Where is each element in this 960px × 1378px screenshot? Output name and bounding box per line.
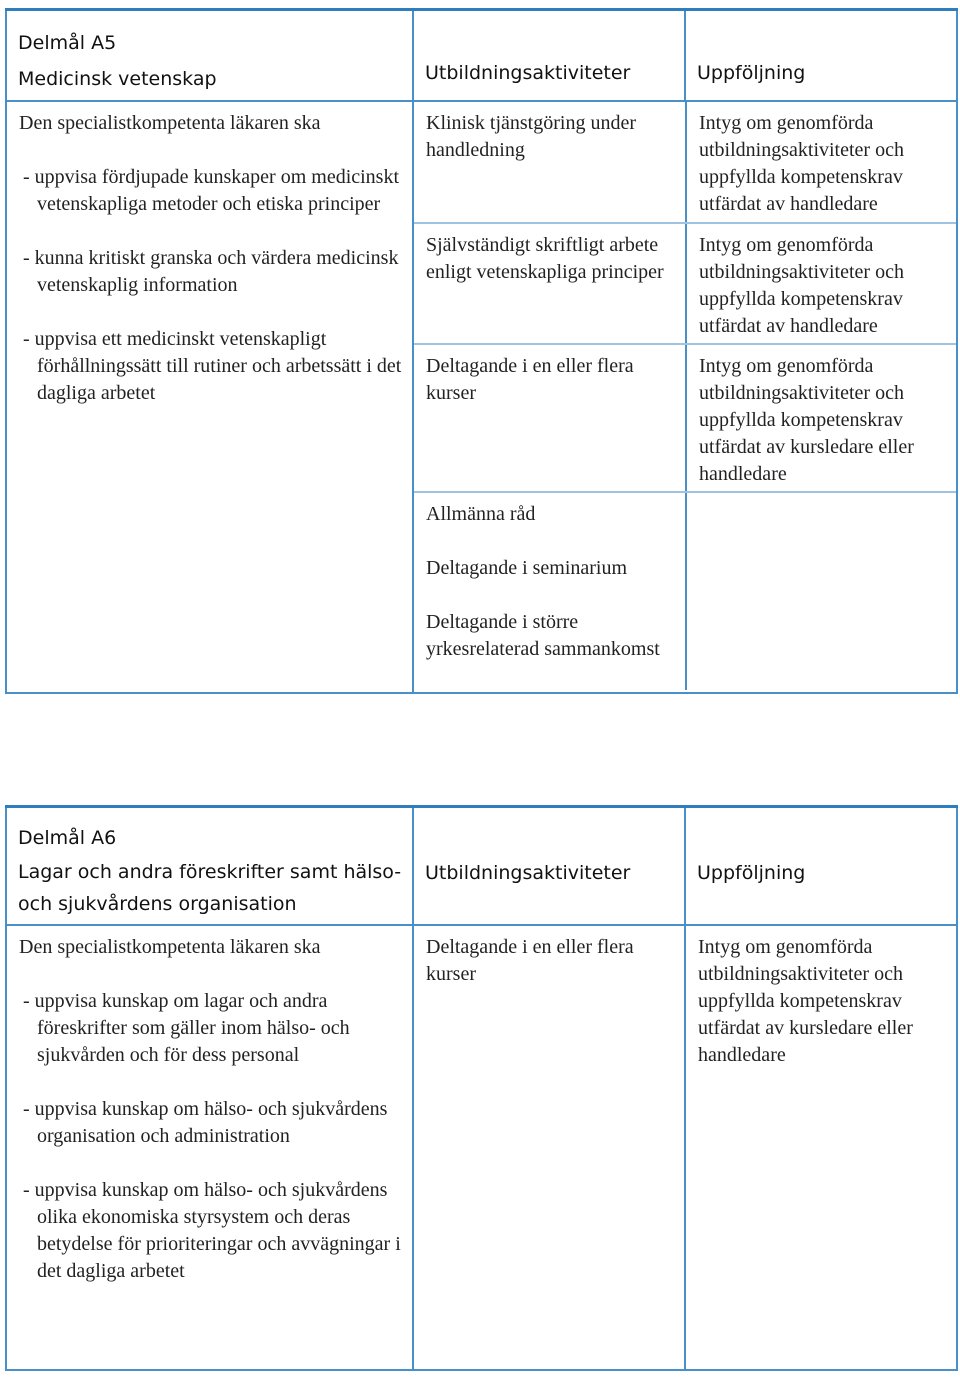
a5-title-cell — [6, 10, 413, 101]
table-delmal-a5 — [5, 8, 958, 694]
table-delmal-a6 — [5, 805, 958, 1371]
a6-followup-header-cell — [685, 807, 957, 925]
a5-followup-header: Uppföljning — [697, 62, 806, 84]
a5-followup-2: Intyg om genomförda utbildningsaktiviteter och uppfyllda kompetenskrav utfärdat av handledare — [699, 233, 904, 337]
a5-goals-cell — [6, 101, 413, 693]
a5-goal-1: - uppvisa fördjupade kunskaper om medicinskt vetenskapliga metoder och etiska principer — [23, 165, 400, 215]
a6-title-cell — [6, 807, 413, 925]
a5-followup-1: Intyg om genomförda utbildningsaktiviteter och uppfyllda kompetenskrav utfärdat av handledare — [699, 111, 904, 215]
a6-goal-2: - uppvisa kunskap om hälso- och sjukvårdens organisation och administration — [23, 1097, 388, 1147]
a5-activity-1: Klinisk tjänstgöring under handledning — [426, 111, 636, 161]
a5-activity-2: Självständigt skriftligt arbete enligt vetenskapliga principer — [426, 233, 664, 283]
a5-followup-3: Intyg om genomförda utbildningsaktiviteter och uppfyllda kompetenskrav utfärdat av kursledare eller handledare — [699, 354, 914, 485]
a6-activities-header-cell — [413, 807, 685, 925]
a6-intro: Den specialistkompetenta läkaren ska — [19, 935, 321, 958]
a5-right-block — [413, 101, 957, 693]
a5-advice-1: Deltagande i seminarium — [426, 556, 628, 579]
a5-activity-3: Deltagande i en eller flera kurser — [426, 354, 634, 404]
a5-activity-3-cell — [414, 344, 686, 492]
a5-followup-1-cell — [686, 102, 958, 223]
a6-goal-1: - uppvisa kunskap om lagar och andra föreskrifter som gäller inom hälso- och sjukvården och för dess personal — [23, 989, 350, 1066]
a6-followup-cell — [685, 925, 957, 1370]
a6-activities-header: Utbildningsaktiviteter — [425, 862, 631, 884]
a5-activity-2-cell — [414, 223, 686, 344]
a5-goal-2: - kunna kritiskt granska och värdera medicinsk vetenskaplig information — [23, 246, 399, 296]
a5-advice-cell — [414, 492, 686, 690]
a5-followup-3-cell — [686, 344, 958, 492]
a5-advice-2: Deltagande i större yrkesrelaterad sammankomst — [426, 610, 660, 660]
a5-title: Delmål A5 — [18, 32, 117, 54]
a6-activity: Deltagande i en eller flera kurser — [426, 935, 634, 985]
a5-advice-title: Allmänna råd — [426, 502, 536, 525]
a5-intro: Den specialistkompetenta läkaren ska — [19, 111, 321, 134]
a5-activity-1-cell — [414, 102, 686, 223]
a6-subtitle: Lagar och andra föreskrifter samt hälso- och sjukvårdens organisation — [18, 861, 402, 915]
a5-subtitle: Medicinsk vetenskap — [18, 68, 217, 90]
a5-goal-3: - uppvisa ett medicinskt vetenskapligt förhållningssätt till rutiner och arbetssätt i det dagliga arbetet — [23, 327, 402, 404]
a5-activities-header-cell — [413, 10, 685, 101]
a6-activity-cell — [413, 925, 685, 1370]
a6-title: Delmål A6 — [18, 827, 117, 849]
a6-followup: Intyg om genomförda utbildningsaktiviteter och uppfyllda kompetenskrav utfärdat av kursledare eller handledare — [698, 935, 913, 1066]
a5-followup-header-cell — [685, 10, 957, 101]
a5-activities-header: Utbildningsaktiviteter — [425, 62, 631, 84]
a6-followup-header: Uppföljning — [697, 862, 806, 884]
a6-goal-3: - uppvisa kunskap om hälso- och sjukvårdens olika ekonomiska styrsystem och deras betydelse för prioriteringar och avvägningar i det dagliga arbetet — [23, 1178, 401, 1282]
a6-goals-cell — [6, 925, 413, 1370]
a5-followup-2-cell — [686, 223, 958, 344]
a5-advice-empty-cell — [686, 492, 958, 690]
